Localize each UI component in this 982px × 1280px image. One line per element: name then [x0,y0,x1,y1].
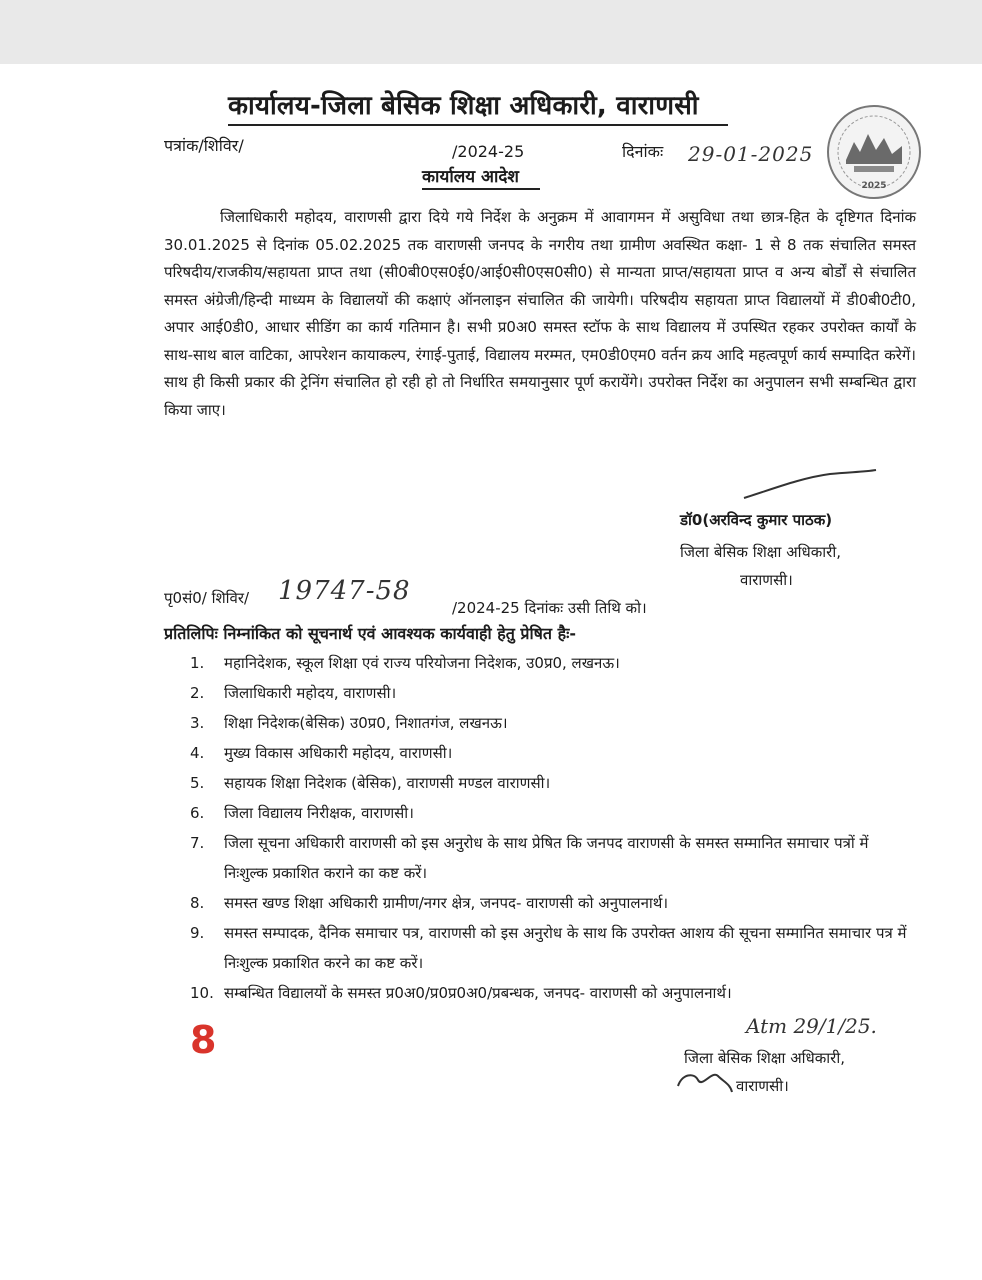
list-item-text: जिला सूचना अधिकारी वाराणसी को इस अनुरोध के साथ प्रेषित कि जनपद वाराणसी के समस्त सम्मानित समाचार पत्रों में निःशुल्क प्रकाशित कराने का कष्ट करें। [224,834,869,882]
list-item-number: 9. [190,924,205,942]
copy-reference-date: /2024-25 दिनांकः उसी तिथि को। [452,599,647,617]
list-item [190,678,910,708]
order-title: कार्यालय आदेश [422,167,519,187]
list-item-number: 1. [190,654,205,672]
list-item-text: महानिदेशक, स्कूल शिक्षा एवं राज्य परियोजना निदेशक, उ0प्र0, लखनऊ। [224,654,620,672]
handwritten-initials: Atm 29/1/25. [746,1014,877,1038]
reference-label: पत्रांक/शिविर/ [164,136,244,155]
footer-place: वाराणसी। [736,1077,789,1095]
list-item-number: 2. [190,684,205,702]
list-item-text: शिक्षा निदेशक(बेसिक) उ0प्र0, निशातगंज, लखनऊ। [224,714,508,732]
signer-name: डॉ0(अरविन्द कुमार पाठक) [680,511,833,529]
list-item [190,978,910,1008]
list-item [190,648,910,678]
recipient-list [190,648,910,1008]
list-item-text: जिलाधिकारी महोदय, वाराणसी। [224,684,397,702]
copy-heading: प्रतिलिपिः निम्नांकित को सूचनार्थ एवं आवश्यक कार्यवाही हेतु प्रेषित हैः- [164,624,576,643]
office-title: कार्यालय-जिला बेसिक शिक्षा अधिकारी, वाराणसी [228,91,699,121]
signature-scribble-icon [740,464,880,504]
copy-reference-label: पृ0सं0/ शिविर/ [164,589,250,607]
page-number-annotation: 8 [190,1018,217,1062]
signer-title: जिला बेसिक शिक्षा अधिकारी, [680,543,841,561]
list-item-text: मुख्य विकास अधिकारी महोदय, वाराणसी। [224,744,453,762]
list-item [190,888,910,918]
list-item [190,768,910,798]
order-body-paragraph: जिलाधिकारी महोदय, वाराणसी द्वारा दिये गये निर्देश के अनुक्रम में आवागमन में असुविधा तथा छात्र-हित के दृष्टिगत दिनांक 30.01.2025 से दिनांक 05.02.2025 तक वाराणसी जनपद के नगरीय तथा ग्रामीण अवस्थित कक्षा- 1 से 8 तक संचालित समस्त परिषदीय/राजकीय/सहायता प्राप्त तथा (सी0बी0एस0ई0/आई0सी0एस0सी0) से मान्यता प्राप्त/सहायता प्राप्त व अन्य बोर्डों से संचालित समस्त अंग्रेजी/हिन्दी माध्यम के विद्यालयों की कक्षाएं ऑनलाइन संचालित की जायेगी। परिषदीय सहायता प्राप्त विद्यालयों में डी0बी0टी0, अपार आई0डी0, आधार सीडिंग का कार्य गतिमान है। सभी प्र0अ0 समस्त स्टॉफ के साथ विद्यालय में उपस्थित रहकर उपरोक्त कार्यों के साथ-साथ बाल वाटिका, आपरेशन कायाकल्प, रंगाई-पुताई, विद्यालय मरम्मत, एम0डी0एम0 वर्तन क्रय आदि महत्वपूर्ण कार्य सम्पादित करेगें। साथ ही किसी प्रकार की ट्रेनिंग संचालित हो रही हो तो निर्धारित समयानुसार पूर्ण करायेंगे। उपरोक्त निर्देश का अनुपालन सभी सम्बन्धित द्वारा किया जाए। [164,208,916,419]
list-item [190,828,910,888]
list-item-number: 8. [190,894,205,912]
official-seal-icon [824,102,924,202]
list-item [190,798,910,828]
footer-title: जिला बेसिक शिक्षा अधिकारी, [684,1049,845,1067]
list-item-number: 5. [190,774,205,792]
list-item-text: सहायक शिक्षा निदेशक (बेसिक), वाराणसी मण्डल वाराणसी। [224,774,551,792]
list-item-text: जिला विद्यालय निरीक्षक, वाराणसी। [224,804,414,822]
seal-year: 2025 [861,181,887,191]
handwritten-date: 29-01-2025 [688,142,814,166]
signer-place: वाराणसी। [740,571,793,589]
title-underline [228,124,728,126]
viewer-top-bar [0,0,982,64]
list-item-number: 10. [190,984,214,1002]
list-item-text: समस्त सम्पादक, दैनिक समाचार पत्र, वाराणसी को इस अनुरोध के साथ कि उपरोक्त आशय की सूचना सम्मानित समाचार पत्र में निःशुल्क प्रकाशित करने का कष्ट करें। [224,924,907,972]
list-item-text: समस्त खण्ड शिक्षा अधिकारी ग्रामीण/नगर क्षेत्र, जनपद- वाराणसी को अनुपालनार्थ। [224,894,669,912]
list-item-number: 4. [190,744,205,762]
order-title-underline [422,188,540,190]
reference-year: /2024-25 [452,142,525,161]
date-label: दिनांकः [622,142,664,161]
list-item-number: 3. [190,714,205,732]
list-item-text: सम्बन्धित विद्यालयों के समस्त प्र0अ0/प्र0प्र0अ0/प्रबन्धक, जनपद- वाराणसी को अनुपालनार्थ। [224,984,732,1002]
list-item-number: 6. [190,804,205,822]
list-item [190,918,910,978]
list-item [190,708,910,738]
handwritten-reference-number: 19747-58 [278,576,411,606]
document-page [0,64,982,1280]
list-item-number: 7. [190,834,205,852]
list-item [190,738,910,768]
